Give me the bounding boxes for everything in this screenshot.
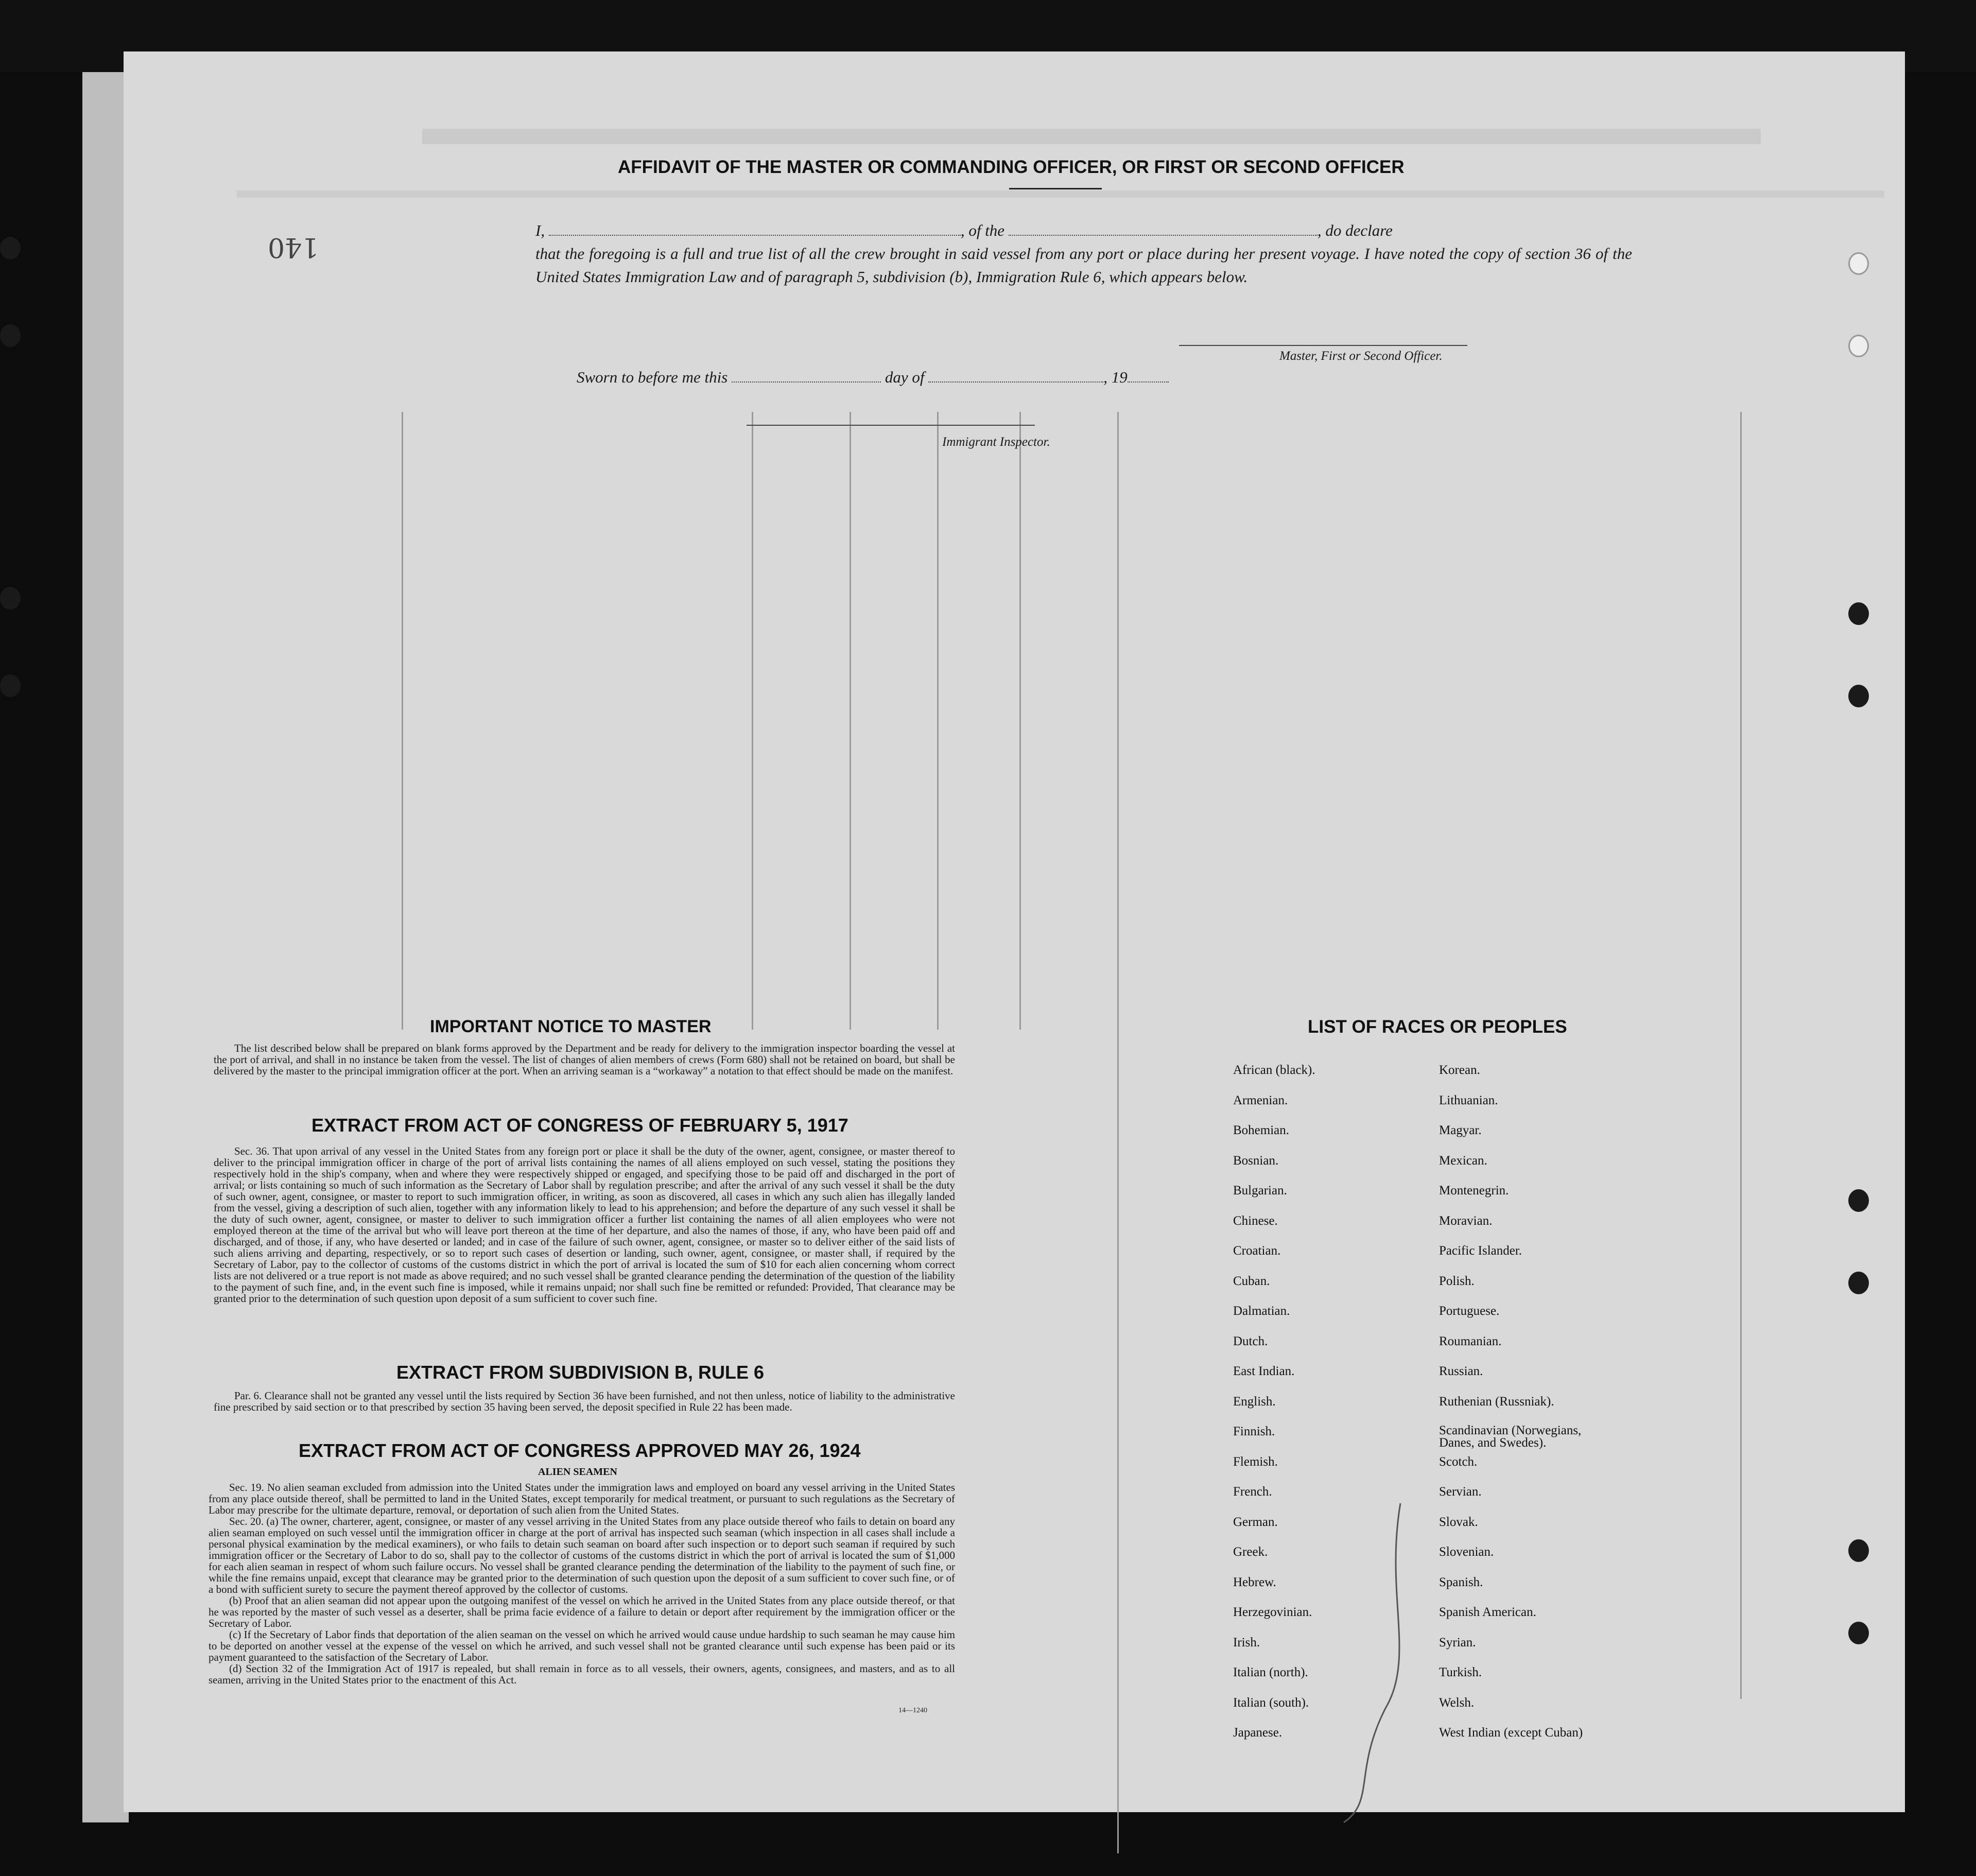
- race-item: Dutch.: [1233, 1334, 1268, 1348]
- race-item: East Indian.: [1233, 1364, 1295, 1378]
- notice-text: The list described below shall be prepared on blank forms approved by the Department and be ready for delivery to the immigration inspector boarding the vessel at the port of arrival, and shall in no instance be taken from the vessel. The list of changes of alien members of crews (Form 680) shall not be retained on board, but shall be delivered by the master to the principal immigration officer at the port. When an arriving seaman is a “workaway” a notation to that effect should be made on the manifest.: [214, 1042, 955, 1077]
- race-item: Bulgarian.: [1233, 1184, 1287, 1197]
- rule6-body: [214, 1390, 955, 1413]
- race-item: Servian.: [1439, 1485, 1482, 1499]
- race-item: Korean.: [1439, 1063, 1480, 1077]
- race-item: Ruthenian (Russniak).: [1439, 1394, 1554, 1409]
- race-item: Bohemian.: [1233, 1123, 1290, 1137]
- race-item: Polish.: [1439, 1274, 1475, 1288]
- binding-hole: [0, 324, 21, 347]
- pencil-brace-mark: [1323, 1493, 1416, 1833]
- rule6-title: EXTRACT FROM SUBDIVISION B, RULE 6: [396, 1362, 765, 1383]
- race-item: African (black).: [1233, 1063, 1315, 1077]
- affidavit-title: AFFIDAVIT OF THE MASTER OR COMMANDING OFFICER, OR FIRST OR SECOND OFFICER: [618, 157, 1405, 177]
- extract-1924-title: EXTRACT FROM ACT OF CONGRESS APPROVED MAY 26, 1924: [299, 1440, 861, 1461]
- race-item: Montenegrin.: [1439, 1184, 1509, 1197]
- race-item: Roumanian.: [1439, 1334, 1502, 1348]
- binding-hole: [0, 674, 21, 697]
- vessel-blank: [1009, 235, 1318, 236]
- declaration-i: I,: [535, 221, 545, 239]
- race-item: Cuban.: [1233, 1274, 1270, 1288]
- race-item: Armenian.: [1233, 1093, 1288, 1107]
- race-item: Pacific Islander.: [1439, 1244, 1522, 1258]
- extract-1917-title: EXTRACT FROM ACT OF CONGRESS OF FEBRUARY 5, 1917: [311, 1115, 848, 1136]
- day-blank: [732, 381, 881, 383]
- race-item: Turkish.: [1439, 1665, 1482, 1679]
- ghost-column-rule: [1117, 412, 1119, 1853]
- handwritten-page-mark: 140: [268, 232, 319, 263]
- race-item: Irish.: [1233, 1635, 1260, 1649]
- bleed-through-header: [237, 190, 1884, 198]
- manifest-page: [124, 51, 1905, 1812]
- binding-hole: [1848, 602, 1869, 625]
- races-title: LIST OF RACES OR PEOPLES: [1308, 1017, 1567, 1037]
- master-signature-rule: [1179, 345, 1467, 346]
- race-item: Syrian.: [1439, 1635, 1476, 1649]
- binding-hole: [0, 237, 21, 259]
- race-item: Croatian.: [1233, 1244, 1281, 1258]
- race-item: Russian.: [1439, 1364, 1483, 1378]
- sworn-day-of: day of: [885, 368, 925, 386]
- inspector-signature-rule: [747, 425, 1035, 426]
- ghost-column-rule: [937, 412, 939, 1030]
- race-item: Portuguese.: [1439, 1304, 1500, 1318]
- race-item: Japanese.: [1233, 1726, 1282, 1740]
- race-item: Lithuanian.: [1439, 1093, 1498, 1107]
- race-item: Spanish.: [1439, 1575, 1483, 1589]
- extract-1924-body: [209, 1482, 955, 1686]
- race-item: Flemish.: [1233, 1454, 1278, 1469]
- race-item: Magyar.: [1439, 1123, 1482, 1137]
- race-item: Dalmatian.: [1233, 1304, 1290, 1318]
- bleed-through-header: [422, 129, 1761, 144]
- race-item: Scandinavian (Norwegians, Danes, and Swedes).: [1439, 1423, 1582, 1450]
- declaration-line: [535, 221, 1642, 240]
- ghost-column-rule: [1019, 412, 1021, 1030]
- race-item: Chinese.: [1233, 1213, 1278, 1228]
- races-column-2: [1439, 1063, 1614, 1756]
- name-blank: [549, 235, 961, 236]
- race-item: Italian (north).: [1233, 1665, 1308, 1679]
- binding-hole: [1848, 335, 1869, 357]
- race-item: Spanish American.: [1439, 1605, 1536, 1619]
- race-item: Bosnian.: [1233, 1153, 1279, 1168]
- sec20d-text: (d) Section 32 of the Immigration Act of 1917 is repealed, but shall remain in force as to all vessels, their owners, agents, consignees, and masters, and as to all seamen, arriving in the United States prior to the enactment of this Act.: [209, 1662, 955, 1686]
- form-number: 14—1240: [898, 1707, 927, 1714]
- race-item: Slovenian.: [1439, 1545, 1494, 1559]
- race-item: Finnish.: [1233, 1425, 1275, 1438]
- sworn-year: , 19: [1103, 368, 1128, 386]
- race-item: Slovak.: [1439, 1515, 1478, 1529]
- ghost-column-rule: [402, 412, 403, 1030]
- ghost-column-rule: [1740, 412, 1742, 1699]
- year-blank: [1128, 381, 1169, 383]
- races-column-1: [1233, 1063, 1315, 1756]
- race-item: Hebrew.: [1233, 1575, 1276, 1589]
- notice-title: IMPORTANT NOTICE TO MASTER: [430, 1017, 712, 1036]
- declaration-body: that the foregoing is a full and true list of all the crew brought in said vessel from any port or place during her present voyage. I have noted the copy of section 36 of the United States Immigration Law and of paragraph 5, subdivision (b), Immigration Rule 6, which appears below.: [535, 245, 1632, 286]
- ghost-column-rule: [850, 412, 851, 1030]
- sec20a-text: Sec. 20. (a) The owner, charterer, agent, consignee, or master of any vessel arriving in the United States from any place outside thereof who fails to detain on board any alien seaman employed on such vessel until the immigration officer in charge at the port of arrival has inspected such seaman (which inspection in all cases shall include a personal physical examination by the medical examiners), or who fails to detain such seaman on board after such inspection or to deport such seaman if required by such immigration officer or the Secretary of Labor to do so, shall pay to the collector of customs of the customs district in which the port of arrival is located the sum of $1,000 for each alien seaman in respect of whom such failure occurs. No vessel shall be granted clearance pending the determination of the liability to the payment of such fine, or while the fine remains unpaid, except that clearance may be granted prior to the determination of such question upon the deposit of a sum sufficient to cover such fine, or of a bond with sufficient surety to secure the payment thereof approved by the collector of customs.: [209, 1515, 955, 1595]
- notice-body: [214, 1043, 955, 1076]
- month-blank: [928, 381, 1103, 383]
- race-item: French.: [1233, 1485, 1272, 1499]
- underlying-page-edge: [82, 72, 129, 1822]
- race-item: West Indian (except Cuban): [1439, 1726, 1583, 1740]
- sec20c-text: (c) If the Secretary of Labor finds that deportation of the alien seaman on the vessel on which he arrived would cause undue hardship to such seaman he may cause him to be deported on another vessel at the expense of the vessel on which he arrived, and such vessel shall not be granted clearance until such expense has been paid or its payment guaranteed to the satisfaction of the Secretary of Labor.: [209, 1628, 955, 1663]
- binding-hole: [1848, 1539, 1869, 1562]
- binding-hole: [1848, 1272, 1869, 1294]
- binding-hole: [1848, 1622, 1869, 1644]
- race-item: Mexican.: [1439, 1153, 1487, 1168]
- ghost-column-rule: [752, 412, 753, 1030]
- binding-hole: [0, 587, 21, 610]
- race-item: Italian (south).: [1233, 1695, 1309, 1710]
- declaration-of-the: , of the: [960, 221, 1005, 239]
- sec19-text: Sec. 19. No alien seaman excluded from admission into the United States under the immigration laws and employed on board any vessel arriving in the United States from any place outside thereof, shall be permitted to land in the United States, except temporarily for medical treatment, or pursuant to such regulations as the Secretary of Labor may prescribe for the ultimate departure, removal, or deportation of such alien from the United States.: [209, 1481, 955, 1516]
- binding-hole: [1848, 685, 1869, 707]
- race-item: Greek.: [1233, 1545, 1268, 1559]
- race-item: English.: [1233, 1394, 1276, 1409]
- race-item: Welsh.: [1439, 1695, 1475, 1710]
- sec36-text: Sec. 36. That upon arrival of any vessel in the United States from any foreign port or place it shall be the duty of the owner, agent, consignee, or master thereof to deliver to the principal immigration officer in charge of the port of arrival lists containing the names of all aliens employed on such vessel, stating the positions they respectively hold in the ship's company, when and where they were respectively shipped or engaged, and specifying those to be paid off and discharged in the port of arrival; or lists containing so much of such information as the Secretary of Labor shall by regulation prescribe; and after the arrival of any such vessel it shall be the duty of such owner, agent, consignee, or master to report to such immigration officer, in writing, as soon as discovered, all cases in which any such alien has illegally landed from the vessel, giving a description of such alien, together with any information likely to lead to his apprehension; and before the departure of any such vessel it shall be the duty of such owner, agent, consignee, or master to deliver to such immigration officer a further list containing the names of all alien employees who were not employed thereon at the time of the arrival but who will leave port thereon at the time of her departure, and also the names of those, if any, who have been paid off and discharged, and of those, if any, who have deserted or landed; and in case of the failure of such owner, agent, consignee, or master so to deliver either of the said lists of such aliens arriving and departing, respectively, or so to report such cases of desertion or landing, such owner, agent, consignee, or master shall, if required by the Secretary of Labor, pay to the collector of customs of the customs district in which the port of arrival is located the sum of $10 for each alien concerning whom correct lists are not delivered or a true report is not made as above required; and no such vessel shall be granted clearance pending the determination of the question of the liability to the payment of such fine, and, in the event such fine is imposed, while it remains unpaid; nor shall such fine be remitted or refunded: Provided, That clearance may be granted prior to the determination of such question upon deposit of a sum sufficient to cover such fine.: [214, 1145, 955, 1305]
- extract-1917-body: [214, 1145, 955, 1304]
- sworn-start: Sworn to before me this: [577, 368, 728, 386]
- race-item: Scotch.: [1439, 1454, 1478, 1469]
- declaration-do-declare: , do declare: [1317, 221, 1393, 239]
- sworn-line: [577, 368, 1169, 387]
- par6-text: Par. 6. Clearance shall not be granted any vessel until the lists required by Section 36 have been furnished, and not then unless, notice of liability to the administrative fine prescribed by said section or to that prescribed by section 35 having been served, the deposit specified in Rule 22 has been made.: [214, 1389, 955, 1413]
- race-item: German.: [1233, 1515, 1278, 1529]
- inspector-label: Immigrant Inspector.: [942, 435, 1050, 449]
- binding-hole: [1848, 252, 1869, 275]
- binding-hole: [1848, 1189, 1869, 1212]
- master-label: Master, First or Second Officer.: [1279, 349, 1443, 363]
- race-item: Moravian.: [1439, 1213, 1493, 1228]
- race-item: Herzegovinian.: [1233, 1605, 1312, 1619]
- sec20b-text: (b) Proof that an alien seaman did not appear upon the outgoing manifest of the vessel on which he arrived in the United States from any place outside thereof, or that he was reported by the master of such vessel as a deserter, shall be prima facie evidence of a failure to detain or deport after requirement by the immigration officer or the Secretary of Labor.: [209, 1594, 955, 1629]
- title-rule: [1009, 188, 1102, 189]
- alien-seamen-subtitle: ALIEN SEAMEN: [538, 1466, 617, 1478]
